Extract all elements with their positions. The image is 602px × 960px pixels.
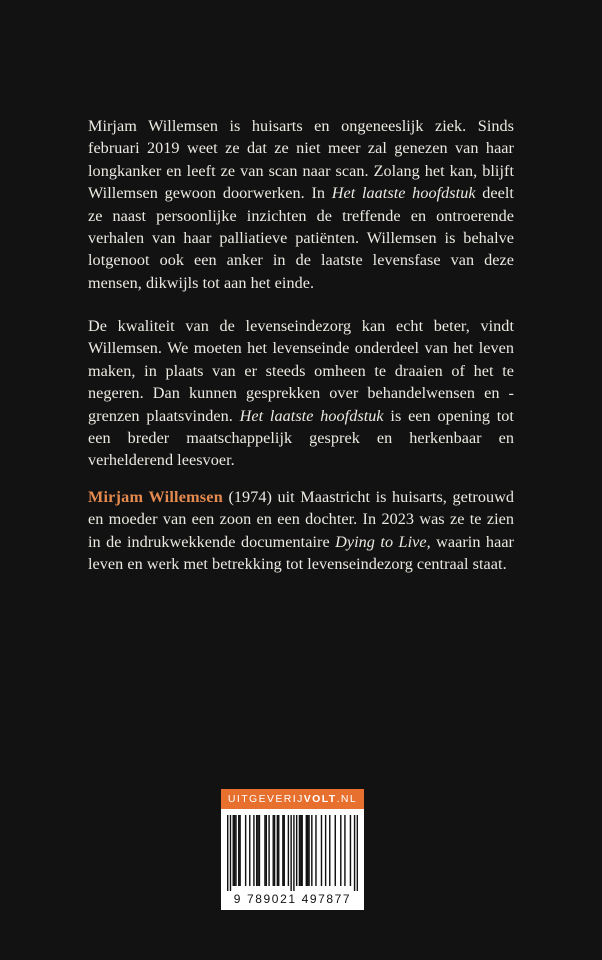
barcode-bar xyxy=(234,815,235,886)
barcode-bar xyxy=(350,815,351,886)
barcode-bar xyxy=(288,815,289,886)
documentary-title: Dying to Live, xyxy=(335,532,431,551)
barcode-bar xyxy=(321,815,322,886)
barcode-bar xyxy=(230,815,231,891)
barcode-bar xyxy=(340,815,341,886)
barcode-bar xyxy=(307,815,308,886)
blurb-paragraph-1 xyxy=(88,115,514,294)
barcode-bar xyxy=(253,815,254,886)
bio-text: (1974) uit Maastricht is huisarts, getrouwd en moeder van een zoon en een dochter. In 2023 was ze te zien in de indrukwekkende documentaire xyxy=(88,488,514,551)
barcode-bar xyxy=(325,815,326,886)
author-name: Mirjam Willemsen xyxy=(88,488,223,506)
barcode-bar xyxy=(315,815,316,886)
publisher-brand: VOLT xyxy=(303,793,337,805)
isbn-number: 9 789021 497877 xyxy=(233,892,352,906)
barcode-bar xyxy=(329,815,330,886)
blurb-text: Mirjam Willemsen is huisarts en ongeneeslijk ziek. Sinds februari 2019 weet ze dat ze niet meer zal genezen van haar longkanker en leeft ze van scan naar scan. Zolang het kan, blijft Willemsen gewoon doorwerken. In xyxy=(88,117,514,203)
barcode-bar xyxy=(357,815,358,891)
barcode-bar xyxy=(344,815,345,886)
barcode-bar xyxy=(306,815,307,886)
blurb-text: is een opening tot een breder maatschappelijk gesprek en herkenbaar en verhelderend leesvoer. xyxy=(88,406,514,470)
book-title: Het laatste hoofdstuk xyxy=(239,406,384,425)
barcode-bar xyxy=(277,815,278,886)
isbn-barcode xyxy=(221,809,364,910)
barcode-bar xyxy=(296,815,297,886)
publisher-suffix: .NL xyxy=(336,793,358,805)
barcode-bar xyxy=(233,815,234,886)
barcode-bar xyxy=(300,815,301,886)
barcode-bar xyxy=(354,815,355,891)
blurb-text: De kwaliteit van de levenseindezorg kan echt beter, vindt Willemsen. We moeten het levenseinde onderdeel van het leven maken, in plaats van er steeds omheen te draaien of het te negeren. Dan kunnen gesprekken over behandelwensen en -grenzen plaatsvinden. xyxy=(88,317,514,425)
barcode-bar xyxy=(290,815,291,891)
barcode-bar xyxy=(257,815,258,886)
barcode-bar xyxy=(311,815,312,886)
blurb-paragraph-2 xyxy=(88,315,514,472)
barcode-bar xyxy=(335,815,336,886)
barcode-bar xyxy=(299,815,300,886)
barcode-bar xyxy=(284,815,285,886)
barcode-bar xyxy=(239,815,240,886)
barcode-bar xyxy=(259,815,260,886)
barcode-bars xyxy=(227,815,358,891)
barcode-bar xyxy=(264,815,265,886)
publisher-prefix: UITGEVERIJ xyxy=(227,793,304,805)
blurb-text: deelt ze naast persoonlijke inzichten de treffende en ontroerende verhalen van haar palliatieve patiënten. Willemsen is behalve lotgenoot ook een anker in de laatste levensfase van deze mensen, dikwijls tot aan het einde. xyxy=(88,184,514,292)
publisher-logo xyxy=(221,789,364,809)
barcode-bar xyxy=(249,815,250,886)
barcode-bar xyxy=(227,815,228,891)
barcode-bar xyxy=(256,815,257,886)
barcode-bar xyxy=(301,815,302,886)
barcode-bar xyxy=(235,815,236,886)
barcode-bar xyxy=(308,815,309,886)
barcode-bar xyxy=(282,815,283,886)
barcode-bar xyxy=(268,815,269,886)
barcode-bar xyxy=(273,815,274,886)
barcode-bar xyxy=(266,815,267,886)
book-title: Het laatste hoofdstuk xyxy=(331,184,476,203)
barcode-bar xyxy=(278,815,279,886)
barcode-bar xyxy=(293,815,294,891)
barcode-bar xyxy=(238,815,239,886)
barcode-bar xyxy=(245,815,246,886)
bio-text: waarin haar leven en werk met betrekking tot levenseindezorg centraal staat. xyxy=(88,532,514,574)
author-bio xyxy=(88,486,514,576)
barcode-bar xyxy=(274,815,275,886)
